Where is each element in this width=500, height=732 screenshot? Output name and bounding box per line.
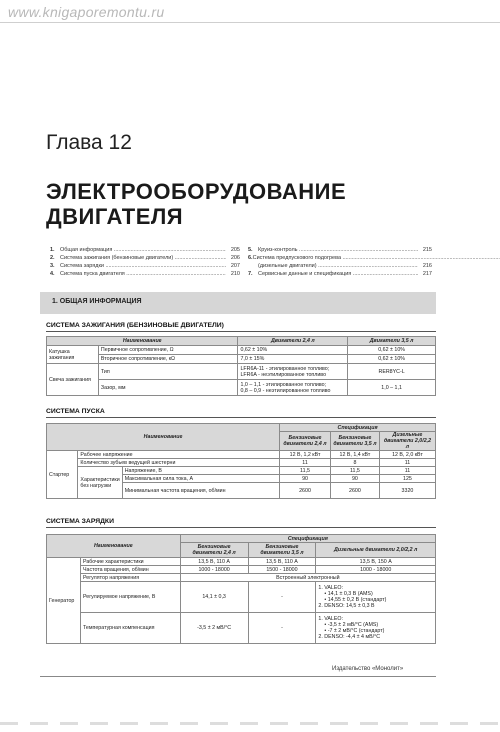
cell-line: • -7 ± 2 мВ/°С (стандарт) — [324, 628, 385, 634]
cell-value: 1,0 – 1,1 — [348, 380, 436, 396]
cell-label: Вторичное сопротивление, кΩ — [98, 355, 238, 364]
col-header-spec: Спецификация — [180, 535, 435, 543]
cell-label: Рабочее напряжение — [78, 451, 280, 459]
toc-title: Круиз-контроль ..... — [258, 246, 418, 254]
cell-value: -3,5 ± 2 мВ/°С — [180, 613, 248, 644]
toc-title: Сервисные данные и спецификация ..... — [258, 270, 418, 278]
toc-num: 6. — [248, 255, 253, 261]
section-header-text: 1. ОБЩАЯ ИНФОРМАЦИЯ — [52, 298, 142, 305]
ignition-heading-rule — [46, 331, 436, 332]
cell-value — [238, 380, 348, 396]
cell-value: 11 — [379, 467, 435, 475]
cell-line: 1. VALEO: — [318, 616, 344, 622]
cell-value: 2600 — [330, 483, 379, 499]
cell-label: Первичное сопротивление, Ω — [98, 346, 238, 355]
cell-label: Частота вращения, об/мин — [80, 566, 180, 574]
row-group-plug: Свеча зажигания — [47, 364, 99, 396]
toc-num: 5. — [248, 247, 253, 253]
cell-value — [316, 613, 436, 644]
cell-label: Напряжение, В — [122, 467, 279, 475]
cell-value: Встроенный электронный — [180, 574, 435, 582]
chapter-title-line1: ЭЛЕКТРООБОРУДОВАНИЕ — [46, 179, 347, 204]
col-header-petrol24 — [180, 543, 248, 558]
col-header-24: Двигатели 2,4 л — [238, 337, 348, 346]
row-group-coil: Катушка зажигания — [47, 346, 99, 364]
col-header-name: Наименование — [47, 337, 238, 346]
cell-label: Регулируемое напряжение, В — [80, 582, 180, 613]
toc-title: Система зажигания (бензиновые двигатели) ..... — [60, 254, 226, 262]
cell-value: 11,5 — [280, 467, 331, 475]
cell-value: 14,1 ± 0,3 — [180, 582, 248, 613]
cell-label: Зазор, мм — [98, 380, 238, 396]
starting-heading: СИСТЕМА ПУСКА — [46, 408, 105, 415]
toc-page: 205 — [230, 247, 240, 253]
col-header-spec: Спецификация — [280, 424, 436, 432]
toc-page: 217 — [422, 271, 432, 277]
header-line: Бензиновые — [197, 544, 231, 550]
top-divider — [0, 22, 500, 23]
toc-page: 216 — [422, 263, 432, 269]
starting-table — [46, 423, 436, 499]
toc-right-column — [248, 246, 432, 278]
cell-value: - — [248, 613, 316, 644]
charging-heading: СИСТЕМА ЗАРЯДКИ — [46, 518, 114, 525]
toc-page: 215 — [422, 247, 432, 253]
col-header-diesel: Дизельные двигатели 2,0/2,2 л — [316, 543, 436, 558]
ignition-table — [46, 336, 436, 396]
cell-value: 90 — [280, 475, 331, 483]
cell-value — [238, 364, 348, 380]
chapter-label: Глава 12 — [46, 131, 132, 154]
cell-value: 13,5 В, 150 А — [316, 558, 436, 566]
cell-value: 1000 - 18000 — [316, 566, 436, 574]
cell-line: LFR6A - неэтилированное топливо — [240, 371, 327, 378]
col-header-35: Двигатели 3,5 л — [348, 337, 436, 346]
toc-num: 1. — [50, 247, 55, 253]
section-header-general — [40, 292, 436, 314]
toc-page: 206 — [230, 255, 240, 261]
toc-title: Система предпускового подогрева ..... — [253, 254, 500, 262]
ignition-heading: СИСТЕМА ЗАЖИГАНИЯ (БЕНЗИНОВЫЕ ДВИГАТЕЛИ) — [46, 322, 224, 329]
cell-label: Регулятор напряжения — [80, 574, 180, 582]
toc-num — [248, 262, 258, 270]
toc-title: Общая информация ..... — [60, 246, 226, 254]
cell-label: Температурная компенсация — [80, 613, 180, 644]
publisher-footer: Издательство «Монолит» — [332, 666, 404, 672]
site-watermark: www.knigaporemontu.ru — [8, 4, 165, 20]
toc-entry[interactable] — [50, 246, 240, 254]
toc-entry[interactable] — [248, 246, 432, 254]
header-line: двигатели 3,5 л — [260, 550, 304, 556]
toc-page: 207 — [230, 263, 240, 269]
cell-label: Минимальная частота вращения, об/мин — [122, 483, 279, 499]
cell-value: 11 — [379, 459, 435, 467]
cell-line: • -3,5 ± 2 мВ/°С (AMS) — [324, 622, 379, 628]
toc-num: 3. — [50, 263, 55, 269]
toc-entry[interactable] — [248, 262, 432, 270]
cell-value: 7,0 ± 15% — [238, 355, 348, 364]
cell-label: Количество зубьев ведущей шестерни — [78, 459, 280, 467]
cell-value: 13,5 В, 110 А — [180, 558, 248, 566]
cell-value: 11 — [280, 459, 331, 467]
chapter-title-line2: ДВИГАТЕЛЯ — [46, 204, 184, 229]
header-line: Дизельные — [392, 432, 423, 438]
header-line: Бензиновые — [265, 544, 299, 550]
toc-num: 2. — [50, 255, 55, 261]
cell-value: 13,5 В, 110 А — [248, 558, 316, 566]
row-group-generator: Генератор — [47, 558, 81, 644]
cell-line: • 14,1 ± 0,3 В (AMS) — [324, 591, 373, 597]
row-group-noload: Характеристики без нагрузки — [78, 467, 122, 499]
charging-heading-rule — [46, 527, 436, 528]
scan-artifact — [0, 722, 500, 725]
col-header-petrol35 — [330, 432, 379, 451]
cell-line: 1,0 – 1,1 - этилированное топливо; — [240, 381, 327, 388]
cell-value: 2600 — [280, 483, 331, 499]
cell-value: 0,62 ± 10% — [238, 346, 348, 355]
cell-line: • 14,55 ± 0,2 В (стандарт) — [324, 597, 387, 603]
cell-value: 90 — [330, 475, 379, 483]
header-line: двигатели 2,4 л — [283, 441, 327, 447]
toc-left-column — [50, 246, 240, 278]
cell-value: 12 В, 2,0 кВт — [379, 451, 435, 459]
cell-line: 2. DENSO: -4,4 ± 4 мВ/°С — [318, 634, 381, 640]
cell-value: 12 В, 1,2 кВт — [280, 451, 331, 459]
cell-line: 1. VALEO: — [318, 585, 344, 591]
cell-label: Рабочие характеристики — [80, 558, 180, 566]
col-header-name: Наименование — [47, 424, 280, 451]
cell-value: 3320 — [379, 483, 435, 499]
header-line: двигатели 3,5 л — [333, 441, 377, 447]
toc-num: 4. — [50, 271, 55, 277]
toc-entry[interactable] — [50, 254, 240, 262]
toc-entry[interactable] — [50, 262, 240, 270]
toc-num: 7. — [248, 271, 253, 277]
toc-title: (дизельные двигатели) ..... — [258, 262, 418, 270]
chapter-title — [46, 179, 346, 229]
cell-value: - — [248, 582, 316, 613]
cell-value: 11,5 — [330, 467, 379, 475]
cell-line: 2. DENSO: 14,5 ± 0,3 В — [318, 603, 375, 609]
row-group-starter: Стартер — [47, 451, 78, 499]
cell-value: 1500 - 18000 — [248, 566, 316, 574]
toc-page: 210 — [230, 271, 240, 277]
header-line: двигатели 2,4 л — [192, 550, 236, 556]
starting-heading-rule — [46, 417, 436, 418]
header-line: Бензиновые — [338, 435, 372, 441]
col-header-petrol35 — [248, 543, 316, 558]
cell-label: Тип — [98, 364, 238, 380]
cell-value: 0,62 ± 10% — [348, 346, 436, 355]
col-header-name: Наименование — [47, 535, 181, 558]
cell-value: 12 В, 1,4 кВт — [330, 451, 379, 459]
cell-value: 125 — [379, 475, 435, 483]
header-line: Бензиновые — [288, 435, 322, 441]
cell-value: 1000 - 18000 — [180, 566, 248, 574]
cell-line: 0,8 – 0,9 - неэтилированное топливо — [240, 387, 331, 394]
toc-title: Система пуска двигателя ..... — [60, 270, 226, 278]
cell-label: Максимальная сила тока, А — [122, 475, 279, 483]
charging-table — [46, 534, 436, 644]
cell-value: 8 — [330, 459, 379, 467]
toc-title: Система зарядки ..... — [60, 262, 226, 270]
toc-entry[interactable] — [248, 270, 432, 278]
footer-rule — [40, 676, 436, 677]
cell-value: 0,62 ± 10% — [348, 355, 436, 364]
cell-line: LFR6A-11 - этилированное топливо; — [240, 365, 330, 372]
cell-value: RER8YC-L — [348, 364, 436, 380]
toc-entry[interactable] — [248, 254, 432, 262]
toc-entry[interactable] — [50, 270, 240, 278]
col-header-diesel — [379, 432, 435, 451]
cell-value — [316, 582, 436, 613]
col-header-petrol24 — [280, 432, 331, 451]
header-line: двигатели 2,0/2,2 л — [383, 438, 432, 450]
